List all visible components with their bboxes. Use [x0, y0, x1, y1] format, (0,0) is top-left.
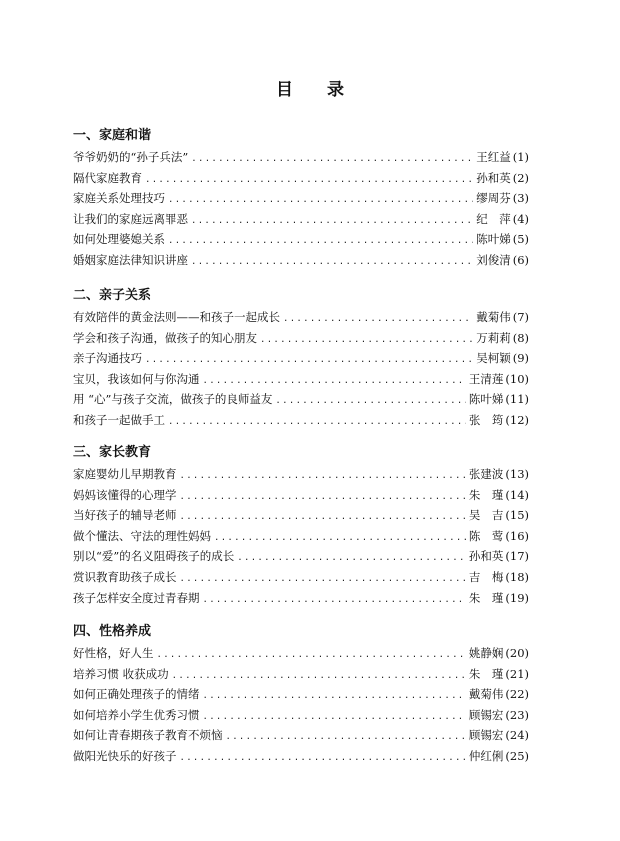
- toc-entry[interactable]: [73, 348, 529, 369]
- section-heading: 一、家庭和谐: [73, 128, 152, 143]
- toc-entry[interactable]: [73, 684, 529, 705]
- section-heading: 四、性格养成: [73, 624, 152, 639]
- toc-entry[interactable]: [73, 147, 529, 168]
- toc-entry[interactable]: [73, 229, 529, 250]
- toc-entry[interactable]: [73, 567, 529, 588]
- entry-title: 有效陪伴的黄金法则——和孩子一起成长: [73, 310, 280, 324]
- entry-title: 培养习惯 收获成功: [73, 666, 169, 681]
- entry-title: 做阳光快乐的好孩子: [73, 748, 177, 763]
- entry-author: 朱 瑾: [468, 590, 504, 605]
- leader-dots: [191, 211, 473, 232]
- entry-author: 王红益: [476, 150, 511, 164]
- leader-dots: [237, 548, 466, 569]
- entry-title: 家庭婴幼儿早期教育: [73, 467, 177, 481]
- toc-entry[interactable]: [73, 485, 529, 506]
- toc-section: [73, 127, 529, 271]
- entry-author: 孙和英: [476, 170, 511, 185]
- entry-author: 戴菊伟: [476, 310, 511, 324]
- leader-dots: [275, 391, 465, 412]
- entry-author: 戴菊伟: [468, 687, 504, 702]
- entry-author: 缪周芬: [476, 191, 511, 206]
- leader-dots: [145, 350, 473, 371]
- entry-author: 仲红俐: [468, 748, 504, 763]
- entry-page-number: (19): [505, 590, 529, 605]
- entry-page-number: (20): [505, 646, 529, 660]
- leader-dots: [203, 371, 466, 392]
- leader-dots: [203, 590, 466, 611]
- leader-dots: [168, 190, 473, 211]
- leader-dots: [180, 466, 466, 487]
- toc-entry[interactable]: [73, 746, 529, 767]
- entry-page-number: (25): [505, 748, 529, 763]
- entry-page-number: (3): [512, 191, 529, 206]
- entry-page-number: (2): [512, 170, 529, 185]
- leader-dots: [172, 666, 466, 687]
- entry-page-number: (5): [512, 232, 529, 247]
- entry-page-number: (9): [512, 351, 529, 366]
- toc-entry[interactable]: [73, 588, 529, 609]
- entry-title: 亲子沟通技巧: [73, 351, 142, 366]
- leader-dots: [191, 252, 473, 273]
- entry-title: 和孩子一起做手工: [73, 412, 165, 427]
- entry-page-number: (11): [505, 392, 529, 407]
- entry-author: 顾锡宏: [468, 707, 504, 722]
- leader-dots: [283, 309, 473, 330]
- entry-page-number: (21): [505, 666, 529, 681]
- entry-author: 张 筠: [468, 412, 504, 427]
- entry-page-number: (8): [512, 330, 529, 345]
- entry-title: 当好孩子的辅导老师: [73, 508, 177, 523]
- toc-entry[interactable]: [73, 209, 529, 230]
- toc-entry[interactable]: [73, 328, 529, 349]
- entry-title: 用 “心”与孩子交流，做孩子的良师益友: [73, 392, 273, 407]
- leader-dots: [145, 170, 473, 191]
- leader-dots: [180, 507, 466, 528]
- toc-entry[interactable]: [73, 664, 529, 685]
- entry-title: 如何处理婆媳关系: [73, 232, 165, 247]
- entry-page-number: (4): [512, 211, 529, 226]
- toc-entry[interactable]: [73, 643, 529, 664]
- toc-entry[interactable]: [73, 410, 529, 431]
- toc-entry[interactable]: [73, 526, 529, 547]
- entry-page-number: (23): [505, 707, 529, 722]
- entry-title: 做个懂法、守法的理性妈妈: [73, 528, 211, 543]
- entry-author: 朱 瑾: [468, 666, 504, 681]
- entry-page-number: (16): [505, 528, 529, 543]
- leader-dots: [168, 412, 466, 433]
- toc-entry[interactable]: [73, 705, 529, 726]
- entry-page-number: (22): [505, 687, 529, 702]
- entry-title: 赏识教育助孩子成长: [73, 569, 177, 584]
- entry-page-number: (17): [505, 549, 529, 564]
- entry-title: 家庭关系处理技巧: [73, 191, 165, 206]
- toc-entry[interactable]: [73, 546, 529, 567]
- leader-dots: [180, 487, 466, 508]
- entry-title: 别以“爱”的名义阻碍孩子的成长: [73, 549, 235, 564]
- entry-author: 张建波: [468, 467, 504, 481]
- toc-entry[interactable]: [73, 188, 529, 209]
- entry-title: 婚姻家庭法律知识讲座: [73, 252, 188, 267]
- entry-author: 顾锡宏: [468, 728, 504, 743]
- entry-author: 朱 瑾: [468, 487, 504, 502]
- leader-dots: [203, 686, 466, 707]
- entry-title: 如何培养小学生优秀习惯: [73, 707, 200, 722]
- entry-author: 陈叶娣: [468, 392, 504, 407]
- leader-dots: [203, 707, 466, 728]
- entry-author: 吉 梅: [468, 569, 504, 584]
- entry-title: 如何让青春期孩子教育不烦恼: [73, 728, 223, 743]
- entry-author: 陈叶娣: [476, 232, 511, 247]
- entry-title: 好性格，好人生: [73, 646, 154, 660]
- entry-page-number: (1): [512, 150, 529, 164]
- entry-title: 隔代家庭教育: [73, 170, 142, 185]
- entry-title: 孩子怎样安全度过青春期: [73, 590, 200, 605]
- toc-entry[interactable]: [73, 307, 529, 328]
- leader-dots: [180, 748, 466, 769]
- entry-page-number: (15): [505, 508, 529, 523]
- entry-author: 孙和英: [468, 549, 504, 564]
- entry-page-number: (13): [505, 467, 529, 481]
- entry-page-number: (12): [505, 412, 529, 427]
- entry-title: 妈妈该懂得的心理学: [73, 487, 177, 502]
- entry-page-number: (7): [512, 310, 529, 324]
- entry-author: 刘俊清: [476, 252, 511, 267]
- leader-dots: [260, 330, 473, 351]
- section-heading: 三、家长教育: [73, 445, 152, 460]
- entry-author: 姚静娴: [468, 646, 504, 660]
- entry-page-number: (14): [505, 487, 529, 502]
- toc-entry[interactable]: [73, 389, 529, 410]
- leader-dots: [191, 149, 473, 170]
- toc-entry[interactable]: [73, 505, 529, 526]
- toc-section: [73, 444, 529, 608]
- entry-title: 宝贝，我该如何与你沟通: [73, 371, 200, 386]
- leader-dots: [214, 528, 466, 549]
- leader-dots: [157, 645, 466, 666]
- toc-entry[interactable]: [73, 250, 529, 271]
- entry-author: 王清莲: [468, 371, 504, 386]
- entry-title: 学会和孩子沟通，做孩子的知心朋友: [73, 330, 257, 345]
- leader-dots: [180, 569, 466, 590]
- page-title: 目 录: [276, 80, 358, 100]
- toc-section: [73, 623, 529, 767]
- section-heading: 二、亲子关系: [73, 288, 152, 303]
- toc-entry[interactable]: [73, 168, 529, 189]
- entry-title: 爷爷奶奶的“孙子兵法”: [73, 150, 189, 164]
- leader-dots: [226, 727, 466, 748]
- entry-author: 吴 吉: [468, 508, 504, 523]
- entry-page-number: (18): [505, 569, 529, 584]
- entry-author: 万莉莉: [476, 330, 511, 345]
- toc-entry[interactable]: [73, 725, 529, 746]
- entry-author: 陈 莺: [468, 528, 504, 543]
- entry-page-number: (10): [505, 371, 529, 386]
- toc-section: [73, 287, 529, 431]
- leader-dots: [168, 231, 473, 252]
- entry-page-number: (24): [505, 728, 529, 743]
- entry-author: 纪 萍: [476, 211, 511, 226]
- entry-author: 吴柯颖: [476, 351, 511, 366]
- entry-title: 如何正确处理孩子的情绪: [73, 687, 200, 702]
- toc-entry[interactable]: [73, 369, 529, 390]
- entry-title: 让我们的家庭远离罪恶: [73, 211, 188, 226]
- entry-page-number: (6): [512, 252, 529, 267]
- toc-entry[interactable]: [73, 464, 529, 485]
